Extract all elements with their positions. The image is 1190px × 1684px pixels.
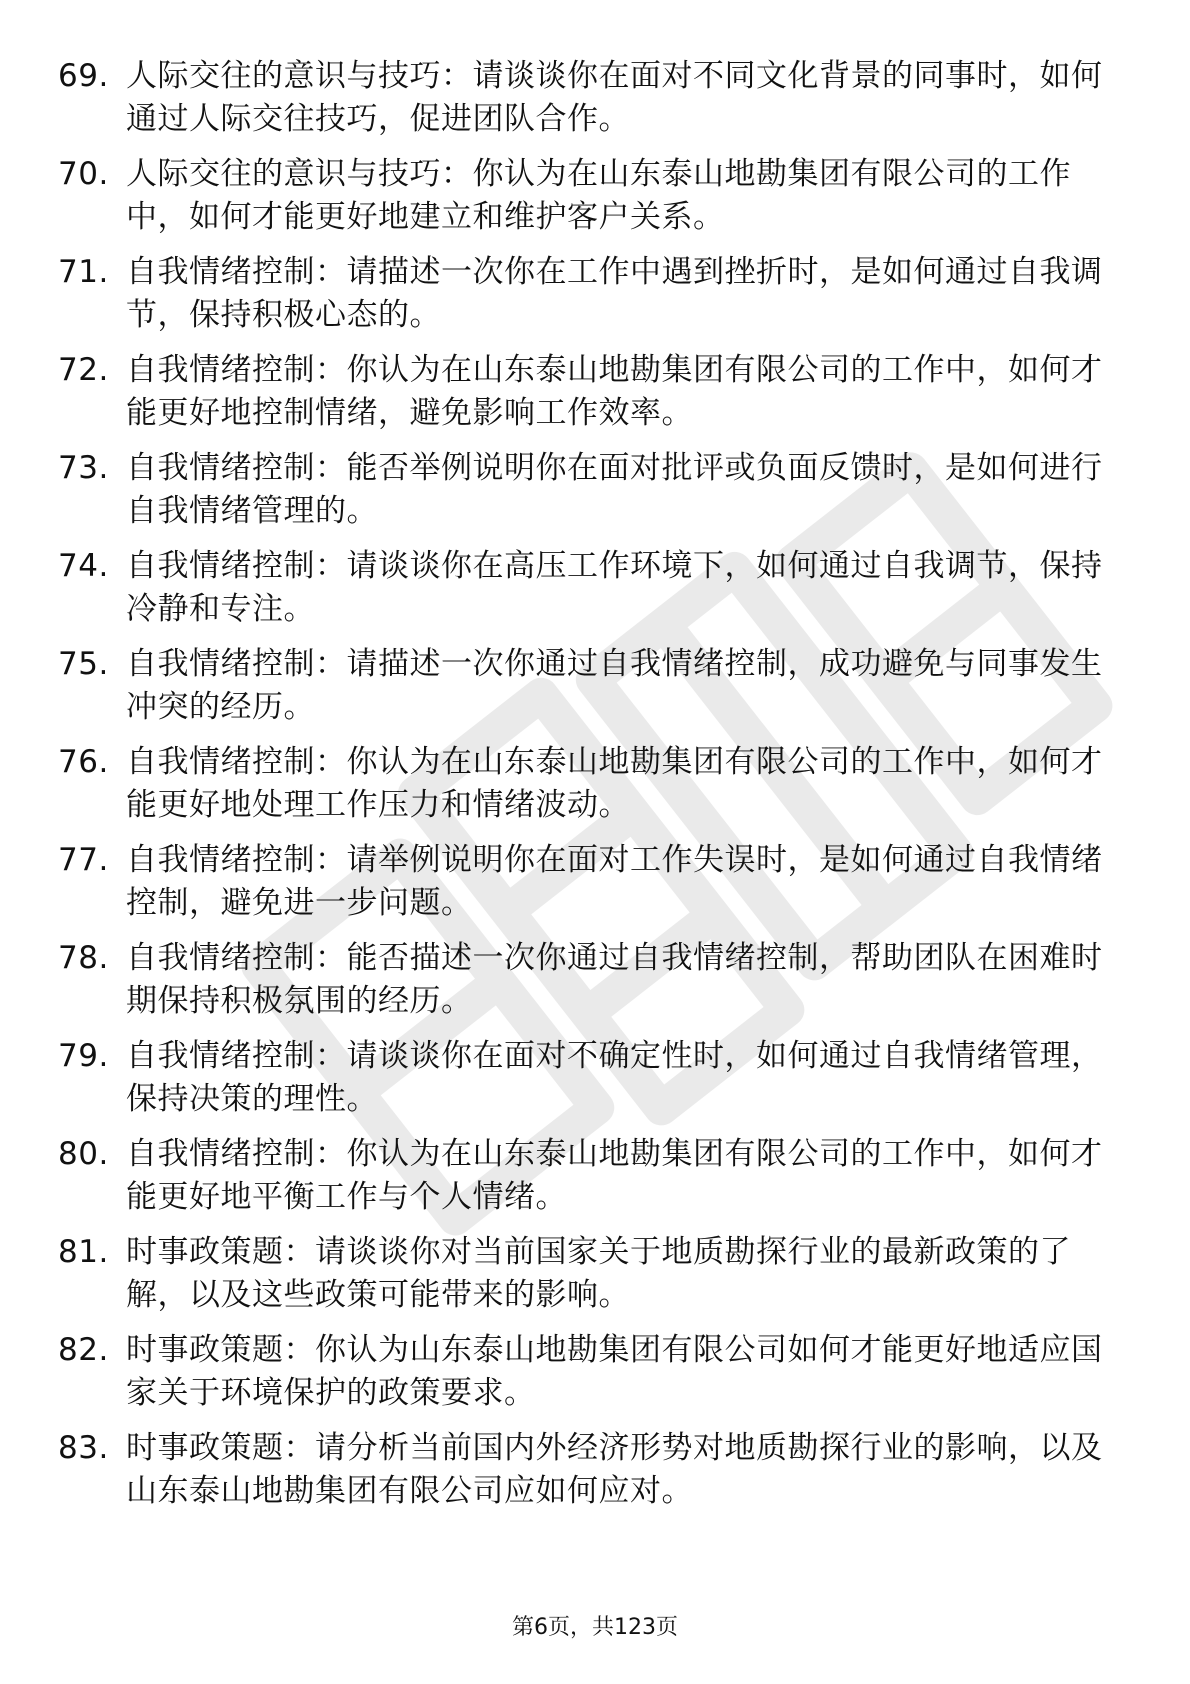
question-number: 81. <box>58 1234 109 1270</box>
page-number-label: 第6页，共123页 <box>512 1615 678 1640</box>
question-number: 79. <box>58 1038 109 1074</box>
question-text: 自我情绪控制：你认为在山东泰山地勘集团有限公司的工作中，如何才能更好地控制情绪，避免影响工作效率。 <box>126 352 1103 431</box>
question-text: 时事政策题：请分析当前国内外经济形势对地质勘探行业的影响，以及山东泰山地勘集团有限公司应如何应对。 <box>126 1430 1103 1509</box>
question-item-73 <box>58 447 1118 533</box>
question-item-77 <box>58 839 1118 925</box>
question-text: 自我情绪控制：请谈谈你在高压工作环境下，如何通过自我调节，保持冷静和专注。 <box>126 548 1103 627</box>
question-text: 自我情绪控制：请描述一次你通过自我情绪控制，成功避免与同事发生冲突的经历。 <box>126 646 1103 725</box>
question-number: 75. <box>58 646 109 682</box>
question-item-80 <box>58 1133 1118 1219</box>
question-item-74 <box>58 545 1118 631</box>
question-text: 时事政策题：你认为山东泰山地勘集团有限公司如何才能更好地适应国家关于环境保护的政策要求。 <box>126 1332 1103 1411</box>
question-text: 自我情绪控制：能否描述一次你通过自我情绪控制，帮助团队在困难时期保持积极氛围的经历。 <box>126 940 1103 1019</box>
question-item-70 <box>58 153 1118 239</box>
question-text: 人际交往的意识与技巧：你认为在山东泰山地勘集团有限公司的工作中，如何才能更好地建立和维护客户关系。 <box>126 156 1071 235</box>
question-item-76 <box>58 741 1118 827</box>
question-number: 80. <box>58 1136 109 1172</box>
question-text: 自我情绪控制：能否举例说明你在面对批评或负面反馈时，是如何进行自我情绪管理的。 <box>126 450 1103 529</box>
page-footer <box>0 1610 1190 1641</box>
question-list <box>58 55 1118 1525</box>
question-number: 77. <box>58 842 109 878</box>
question-text: 自我情绪控制：请谈谈你在面对不确定性时，如何通过自我情绪管理，保持决策的理性。 <box>126 1038 1103 1117</box>
question-text: 人际交往的意识与技巧：请谈谈你在面对不同文化背景的同事时，如何通过人际交往技巧，促进团队合作。 <box>126 58 1103 137</box>
question-number: 82. <box>58 1332 109 1368</box>
question-item-71 <box>58 251 1118 337</box>
question-number: 78. <box>58 940 109 976</box>
question-item-78 <box>58 937 1118 1023</box>
question-text: 自我情绪控制：你认为在山东泰山地勘集团有限公司的工作中，如何才能更好地平衡工作与个人情绪。 <box>126 1136 1103 1215</box>
question-text: 时事政策题：请谈谈你对当前国家关于地质勘探行业的最新政策的了解，以及这些政策可能带来的影响。 <box>126 1234 1071 1313</box>
question-text: 自我情绪控制：请描述一次你在工作中遇到挫折时，是如何通过自我调节，保持积极心态的。 <box>126 254 1103 333</box>
question-item-81 <box>58 1231 1118 1317</box>
question-item-72 <box>58 349 1118 435</box>
question-number: 74. <box>58 548 109 584</box>
question-number: 71. <box>58 254 109 290</box>
question-text: 自我情绪控制：请举例说明你在面对工作失误时，是如何通过自我情绪控制，避免进一步问题。 <box>126 842 1103 921</box>
question-item-79 <box>58 1035 1118 1121</box>
question-item-83 <box>58 1427 1118 1513</box>
question-item-69 <box>58 55 1118 141</box>
question-number: 76. <box>58 744 109 780</box>
question-item-82 <box>58 1329 1118 1415</box>
question-text: 自我情绪控制：你认为在山东泰山地勘集团有限公司的工作中，如何才能更好地处理工作压力和情绪波动。 <box>126 744 1103 823</box>
question-number: 70. <box>58 156 109 192</box>
question-item-75 <box>58 643 1118 729</box>
question-number: 69. <box>58 58 109 94</box>
question-number: 83. <box>58 1430 109 1466</box>
question-number: 73. <box>58 450 109 486</box>
question-number: 72. <box>58 352 109 388</box>
